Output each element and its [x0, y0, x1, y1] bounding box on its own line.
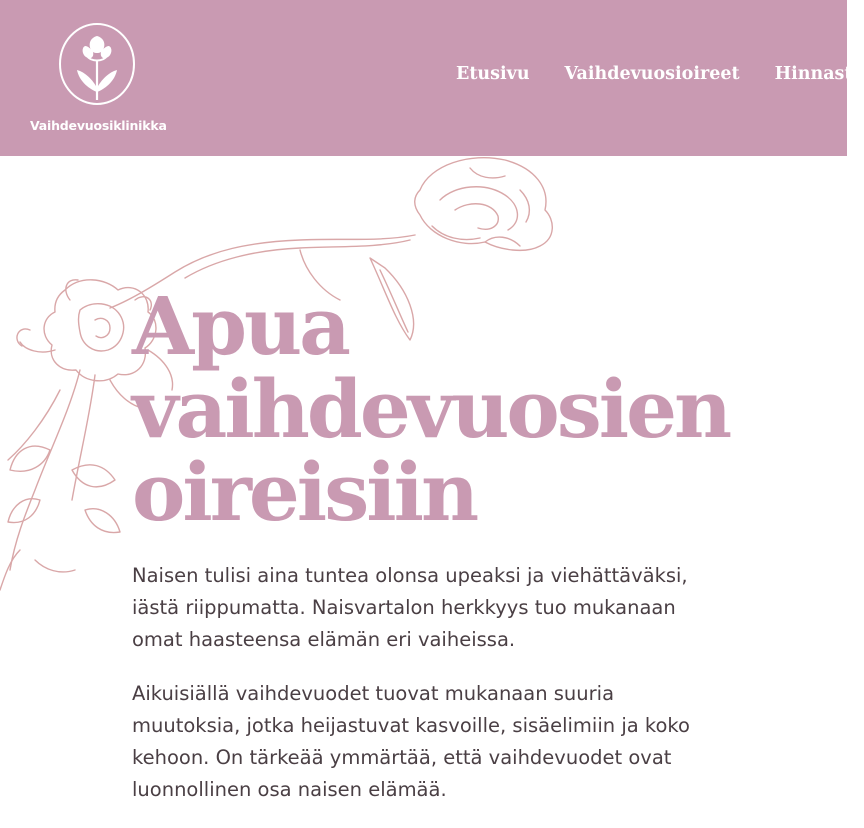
- logo[interactable]: [30, 20, 170, 140]
- hero-title-line: oireisiin: [132, 445, 477, 539]
- hero-title-line: vaihdevuosien: [132, 362, 730, 456]
- site-header: [0, 0, 864, 156]
- paragraph-line: Naisen tulisi aina tuntea olonsa upeaksi ja viehättäväksi,: [132, 564, 688, 587]
- nav-vaihdevuosioireet[interactable]: Vaihdevuosioireet: [564, 64, 740, 84]
- paragraph-line: iästä riippumatta. Naisvartalon herkkyys tuo mukanaan: [132, 596, 676, 619]
- paragraph-line: muutoksia, jotka heijastuvat kasvoille, sisäelimiin ja koko: [132, 714, 690, 737]
- hero-title: [132, 279, 832, 539]
- intro-paragraph: [132, 678, 732, 806]
- paragraph-line: Aikuisiällä vaihdevuodet tuovat mukanaan suuria: [132, 682, 615, 705]
- paragraph-line: kehoon. On tärkeää ymmärtää, että vaihdevuodet ovat: [132, 746, 672, 769]
- lotus-flower-icon: [57, 22, 137, 107]
- hero-title-line: Apua: [132, 279, 349, 373]
- main-nav: [456, 64, 864, 84]
- nav-hinnasto[interactable]: Hinnasto: [774, 64, 864, 84]
- intro-content: [132, 560, 732, 828]
- paragraph-line: omat haasteensa elämän eri vaiheissa.: [132, 628, 516, 651]
- brand-name: Vaihdevuosiklinikka: [30, 118, 167, 133]
- paragraph-line: luonnollinen osa naisen elämää.: [132, 778, 447, 801]
- nav-etusivu[interactable]: Etusivu: [456, 64, 530, 84]
- intro-paragraph: [132, 560, 732, 656]
